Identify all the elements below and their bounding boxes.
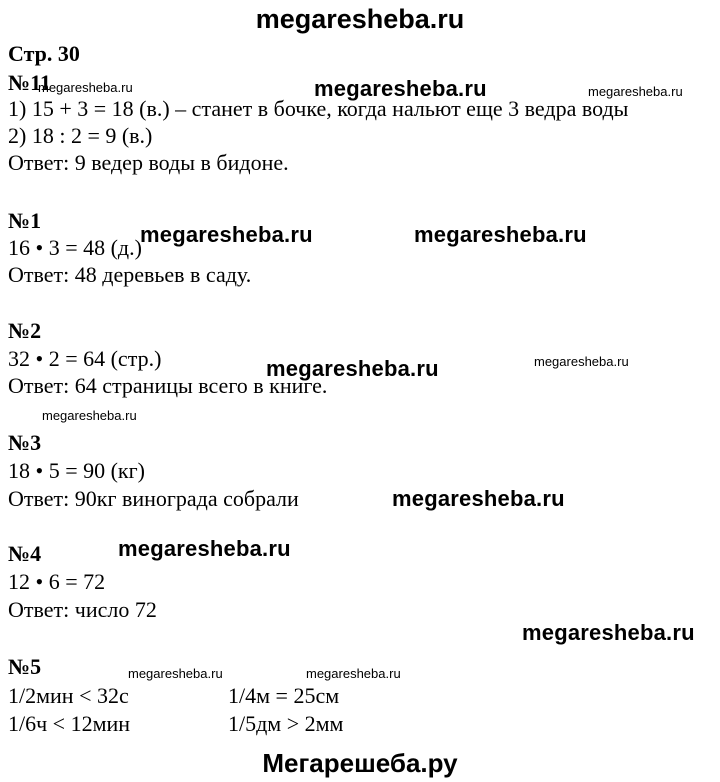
problem-4-title: №4 — [8, 541, 42, 566]
problem-3-answer: Ответ: 90кг винограда собрали — [8, 486, 299, 511]
problem-2-line-1: 32 • 2 = 64 (стр.) — [8, 346, 162, 371]
watermark-large: megaresheba.ru — [522, 620, 695, 645]
problem-5-title: №5 — [8, 654, 42, 679]
watermark-small: megaresheba.ru — [588, 84, 683, 99]
problem-5-col2-row2: 1/5дм > 2мм — [228, 711, 344, 736]
watermark-large: megaresheba.ru — [414, 222, 587, 247]
problem-3-line-1: 18 • 5 = 90 (кг) — [8, 458, 145, 483]
problem-1-answer: Ответ: 48 деревьев в саду. — [8, 262, 252, 287]
watermark-large: megaresheba.ru — [140, 222, 313, 247]
problem-4-line-1: 12 • 6 = 72 — [8, 569, 106, 594]
watermark-large: megaresheba.ru — [118, 536, 291, 561]
problem-2-answer: Ответ: 64 страницы всего в книге. — [8, 373, 328, 398]
watermark-large: megaresheba.ru — [314, 76, 487, 101]
site-footer: Мегарешеба.ру — [262, 748, 458, 778]
watermark-small: megaresheba.ru — [306, 666, 401, 681]
watermark-small: megaresheba.ru — [42, 408, 137, 423]
problem-3-title: №3 — [8, 430, 42, 455]
problem-5-col2-row1: 1/4м = 25см — [228, 683, 340, 708]
problem-1-title: №1 — [8, 208, 42, 233]
watermark-large: megaresheba.ru — [392, 486, 565, 511]
site-header: megaresheba.ru — [255, 4, 465, 34]
problem-5-col1-row2: 1/6ч < 12мин — [8, 711, 131, 736]
problem-11-answer: Ответ: 9 ведер воды в бидоне. — [8, 150, 289, 175]
problem-2-title: №2 — [8, 318, 42, 343]
problem-11-title: №11 — [8, 70, 51, 95]
problem-4-answer: Ответ: число 72 — [8, 597, 157, 622]
problem-1-line-1: 16 • 3 = 48 (д.) — [8, 235, 142, 260]
problem-11-line-2: 2) 18 : 2 = 9 (в.) — [8, 123, 153, 148]
watermark-large: megaresheba.ru — [266, 356, 439, 381]
watermark-small: megaresheba.ru — [534, 354, 629, 369]
problem-11-line-1: 1) 15 + 3 = 18 (в.) – станет в бочке, когда нальют еще 3 ведра воды — [8, 96, 629, 121]
watermark-small: megaresheba.ru — [38, 80, 133, 95]
problem-5-col1-row1: 1/2мин < 32с — [8, 683, 129, 708]
page-label: Стр. 30 — [8, 41, 80, 66]
watermark-small: megaresheba.ru — [128, 666, 223, 681]
